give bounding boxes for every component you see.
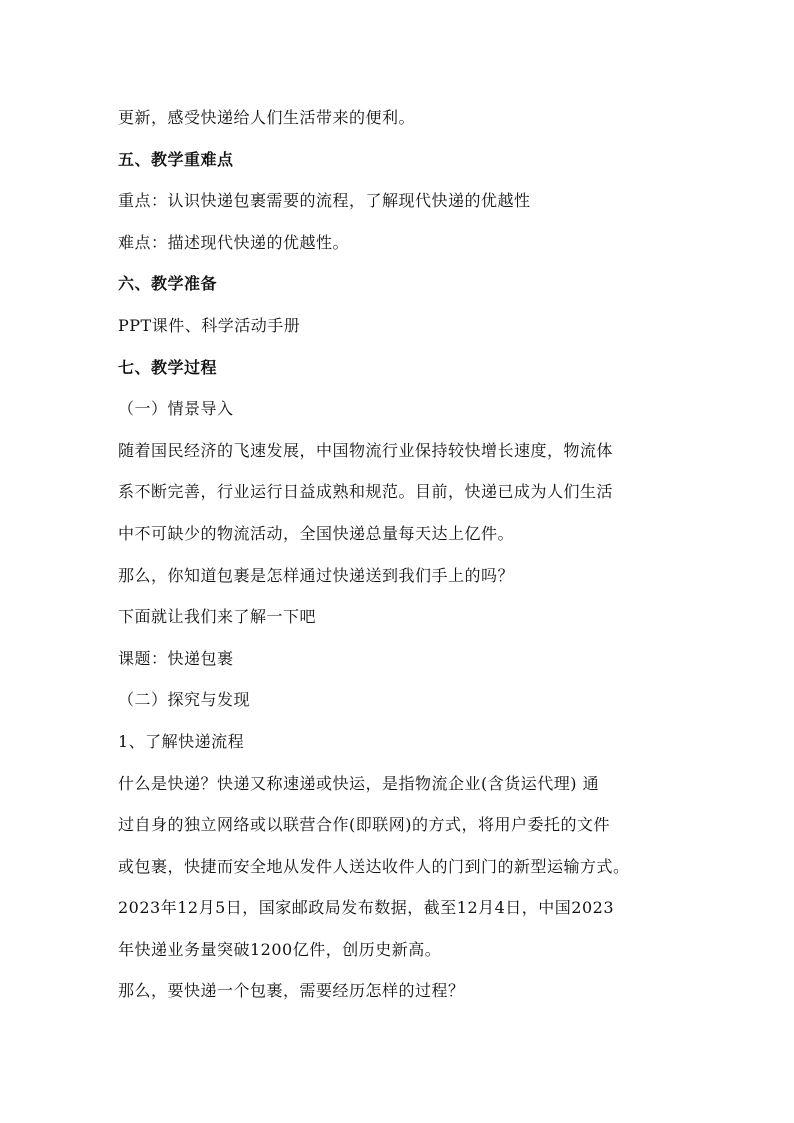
paragraph-line: 下面就让我们来了解一下吧 — [118, 607, 317, 627]
subsection-heading: （二）探究与发现 — [118, 690, 251, 710]
paragraph-line: 更新，感受快递给人们生活带来的便利。 — [118, 108, 416, 127]
paragraph-line: 那么，你知道包裹是怎样通过快递送到我们手上的吗？ — [118, 565, 515, 585]
paragraph-line: 课题：快递包裹 — [118, 648, 234, 668]
section-heading: 六、教学准备 — [118, 274, 218, 294]
paragraph-line: 随着国民经济的飞速发展，中国物流行业保持较快增长速度，物流体 — [118, 440, 614, 460]
paragraph-line: 重点：认识快递包裹需要的流程，了解现代快递的优越性 — [118, 191, 531, 211]
paragraph-line: 年快递业务量突破1200亿件，创历史新高。 — [118, 939, 442, 959]
paragraph-line: PPT课件、科学活动手册 — [118, 315, 301, 335]
paragraph-line: 过自身的独立网络或以联营合作(即联网)的方式，将用户委托的文件 — [118, 815, 610, 835]
paragraph-line: 中不可缺少的物流活动，全国快递总量每天达上亿件。 — [118, 523, 515, 543]
paragraph-line: 难点：描述现代快递的优越性。 — [118, 232, 350, 252]
section-heading: 五、教学重难点 — [118, 149, 234, 169]
paragraph-line: 2023年12月5日，国家邮政局发布数据，截至12月4日，中国2023 — [118, 898, 615, 918]
document-body — [118, 104, 678, 1019]
paragraph-line: 1、了解快递流程 — [118, 731, 245, 751]
section-heading: 七、教学过程 — [118, 357, 218, 377]
paragraph-line: 系不断完善，行业运行日益成熟和规范。目前，快递已成为人们生活 — [118, 482, 614, 502]
paragraph-line: 那么，要快递一个包裹，需要经历怎样的过程？ — [118, 981, 465, 1001]
paragraph-line: 什么是快递？快递又称速递或快运，是指物流企业(含货运代理) 通 — [118, 773, 600, 793]
subsection-heading: （一）情景导入 — [118, 399, 234, 419]
paragraph-line: 或包裹，快捷而安全地从发件人送达收件人的门到门的新型运输方式。 — [118, 856, 630, 876]
